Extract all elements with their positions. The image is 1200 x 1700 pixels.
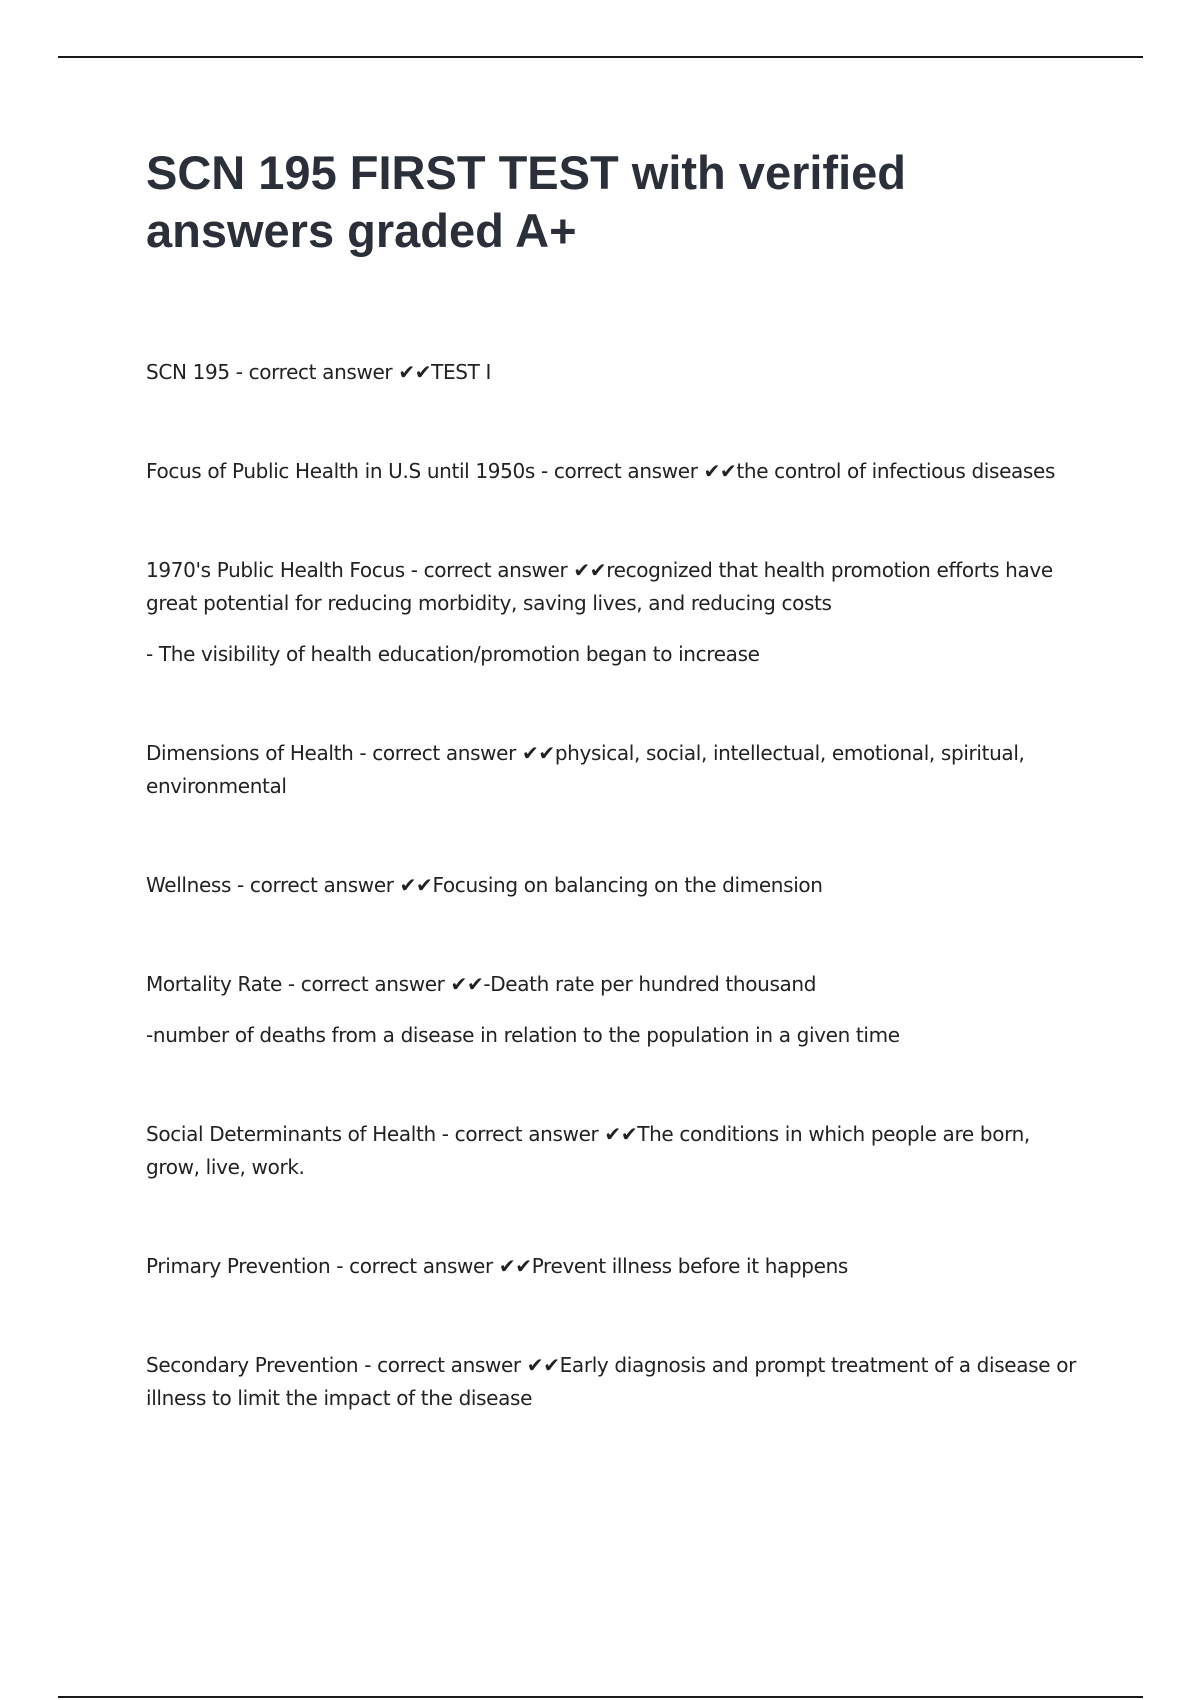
- qa-entry-scn-195: [146, 356, 1076, 389]
- qa-entry-wellness: [146, 869, 1076, 902]
- qa-line: - The visibility of health education/promotion began to increase: [146, 642, 760, 666]
- qa-line: Primary Prevention - correct answer ✔✔Prevent illness before it happens: [146, 1254, 849, 1278]
- qa-line: Secondary Prevention - correct answer ✔✔Early diagnosis and prompt treatment of a disease or illness to limit the impact of the disease: [146, 1353, 1076, 1410]
- qa-line: Social Determinants of Health - correct answer ✔✔The conditions in which people are born, grow, live, work.: [146, 1122, 1030, 1179]
- document-body: [146, 144, 1076, 1481]
- qa-list: [146, 356, 1076, 1415]
- qa-line: Mortality Rate - correct answer ✔✔-Death rate per hundred thousand: [146, 972, 817, 996]
- qa-line: Dimensions of Health - correct answer ✔✔physical, social, intellectual, emotional, spiritual, environmental: [146, 741, 1025, 798]
- qa-entry-dimensions-of-health: [146, 737, 1076, 803]
- document-title: SCN 195 FIRST TEST with verified answers graded A+: [146, 146, 906, 257]
- qa-line: Focus of Public Health in U.S until 1950s - correct answer ✔✔the control of infectious diseases: [146, 459, 1056, 483]
- qa-entry-1970s-public-health-focus: [146, 554, 1076, 671]
- qa-entry-primary-prevention: [146, 1250, 1076, 1283]
- qa-line: Wellness - correct answer ✔✔Focusing on balancing on the dimension: [146, 873, 823, 897]
- bottom-divider: [58, 1696, 1143, 1698]
- qa-line: 1970's Public Health Focus - correct answer ✔✔recognized that health promotion efforts have great potential for reducing morbidity, saving lives, and reducing costs: [146, 558, 1053, 615]
- qa-entry-social-determinants: [146, 1118, 1076, 1184]
- qa-entry-public-health-focus-1950s: [146, 455, 1076, 488]
- qa-line: SCN 195 - correct answer ✔✔TEST I: [146, 360, 492, 384]
- top-divider: [58, 56, 1143, 58]
- qa-line: -number of deaths from a disease in relation to the population in a given time: [146, 1023, 900, 1047]
- qa-entry-mortality-rate: [146, 968, 1076, 1052]
- qa-entry-secondary-prevention: [146, 1349, 1076, 1415]
